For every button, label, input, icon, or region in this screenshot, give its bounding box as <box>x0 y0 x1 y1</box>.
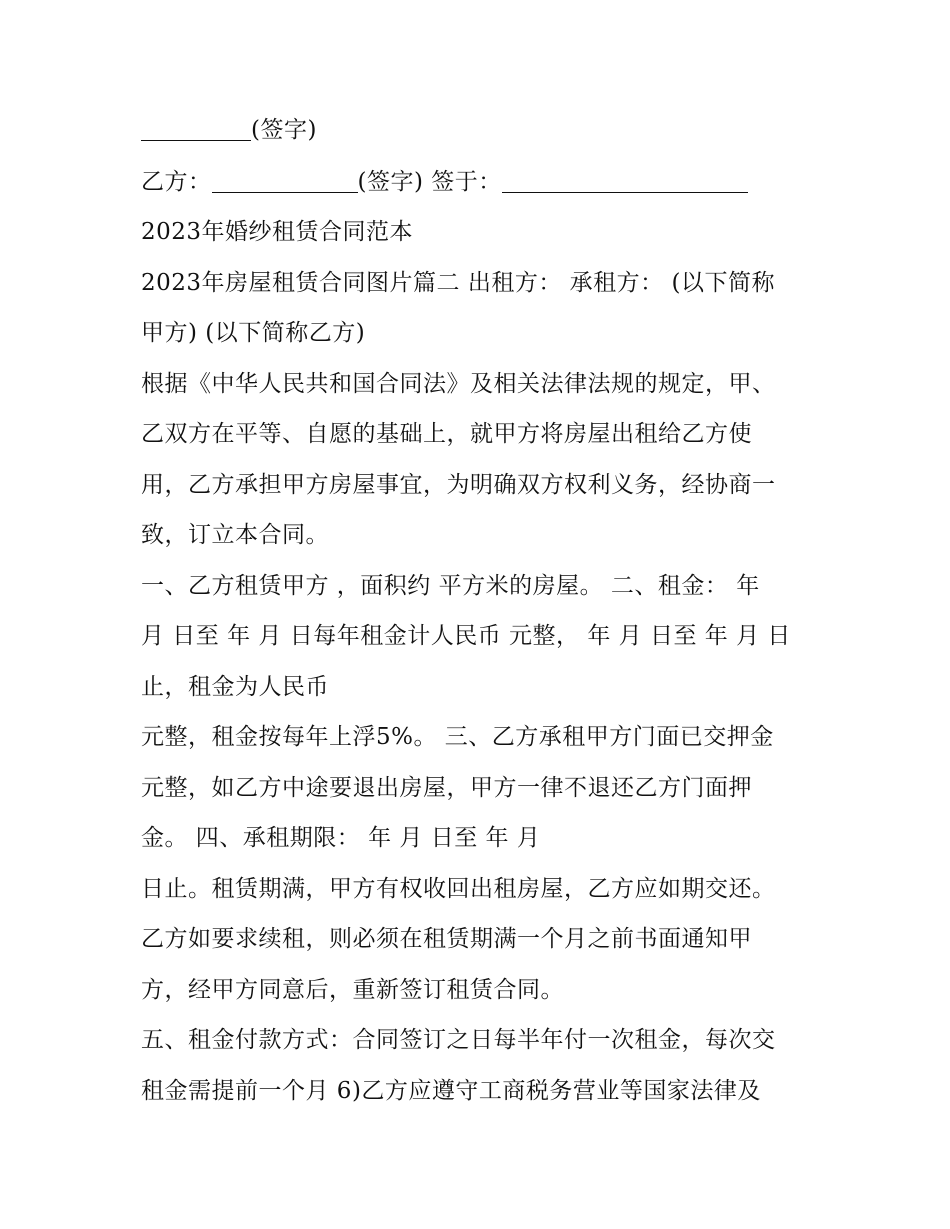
paragraph-line: 致，订立本合同。 <box>141 522 329 548</box>
paragraph-line: 用，乙方承担甲方房屋事宜，为明确双方权利义务，经协商一 <box>141 472 776 498</box>
signature-line-top <box>141 115 821 145</box>
paragraph-line: 租金需提前一个月 6)乙方应遵守工商税务营业等国家法律及 <box>141 1078 761 1104</box>
party-b-label: 乙方： <box>141 169 212 195</box>
paragraph-line: 甲方) (以下简称乙方) <box>141 320 366 346</box>
paragraph-line: 金。 四、承租期限： 年 月 日至 年 月 <box>141 825 541 851</box>
paragraph-line: 2023年房屋租赁合同图片篇二 出租方： 承租方： (以下简称 <box>141 270 775 296</box>
signature-label: (签字) <box>251 117 317 143</box>
signature-blank <box>141 118 251 141</box>
document-title: 2023年婚纱租赁合同范本 <box>141 219 414 245</box>
party-b-signature-line <box>141 167 821 197</box>
paragraph-line: 日止。租赁期满，甲方有权收回出租房屋，乙方应如期交还。 <box>141 876 776 902</box>
paragraph-line: 乙方如要求续租，则必须在租赁期满一个月之前书面通知甲 <box>141 926 752 952</box>
party-b-sign-label: (签字) <box>357 169 424 195</box>
paragraph-line: 元整，租金按每年上浮5%。 三、乙方承租甲方门面已交押金 <box>141 724 774 750</box>
paragraph-line: 一、乙方租赁甲方 ，面积约 平方米的房屋。 二、租金： 年 <box>141 573 760 599</box>
paragraph-line: 止，租金为人民币 <box>141 674 329 700</box>
paragraph-line: 根据《中华人民共和国合同法》及相关法律法规的规定，甲、 <box>141 371 776 397</box>
paragraph-line: 乙双方在平等、自愿的基础上，就甲方将房屋出租给乙方使 <box>141 421 752 447</box>
paragraph-line: 元整，如乙方中途要退出房屋，甲方一律不退还乙方门面押 <box>141 775 752 801</box>
signed-at-blank <box>502 170 748 193</box>
paragraph-line: 五、租金付款方式：合同签订之日每半年付一次租金，每次交 <box>141 1027 776 1053</box>
party-b-blank <box>212 170 358 193</box>
paragraph-line: 月 日至 年 月 日每年租金计人民币 元整， 年 月 日至 年 月 日 <box>141 623 791 649</box>
paragraph-line: 方，经甲方同意后，重新签订租赁合同。 <box>141 977 564 1003</box>
signed-at-label: 签于： <box>431 169 502 195</box>
